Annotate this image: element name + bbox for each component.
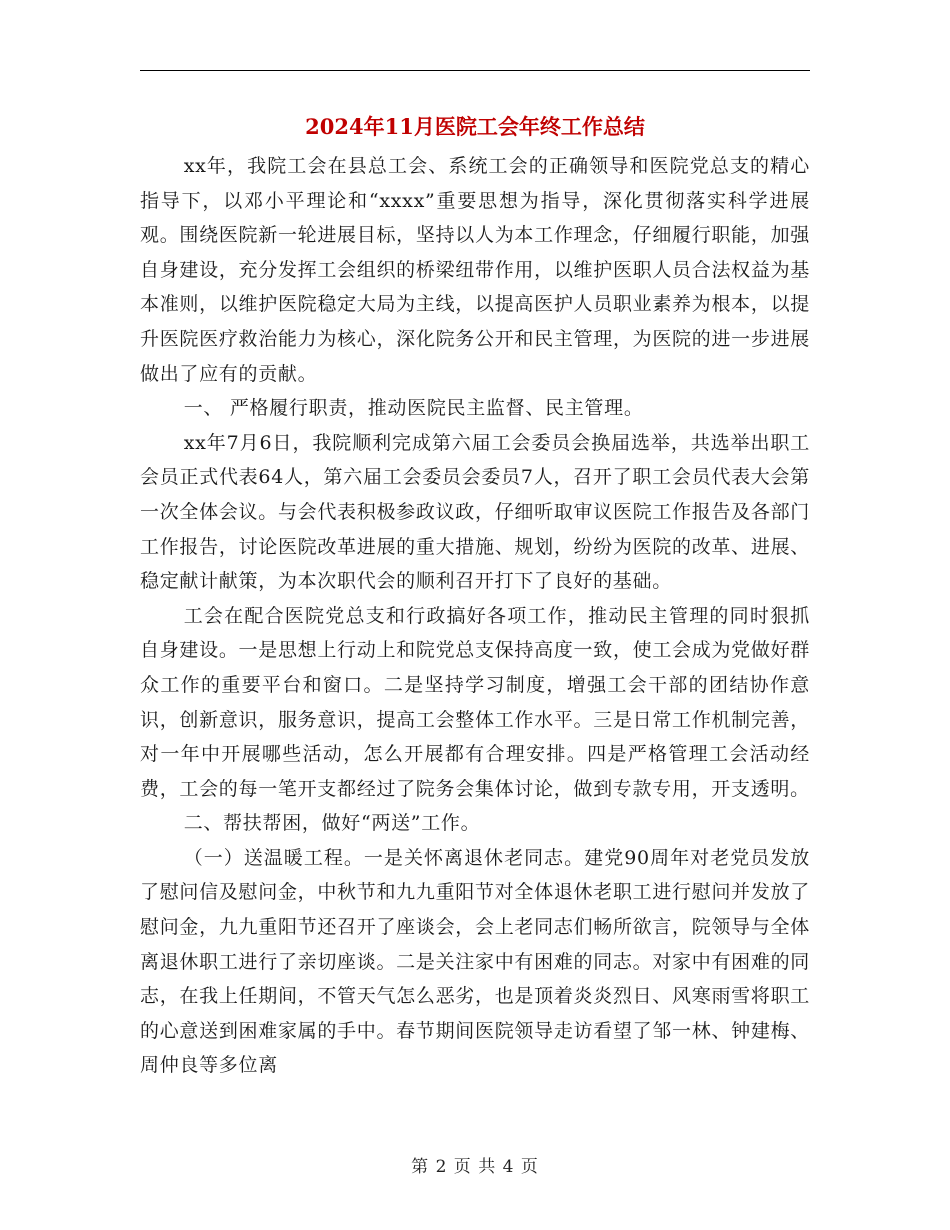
- page-footer: [0, 1152, 950, 1177]
- paragraph-election: xx年7月6日，我院顺利完成第六届工会委员会换届选举，共选举出职工会员正式代表64人，第六届工会委员会委员7人，召开了职工会员代表大会第一次全体会议。与会代表积极参政议政，仔细听取审议医院工作报告及各部门工作报告，讨论医院改革进展的重大措施、规划，纷纷为医院的改革、进展、稳定献计献策，为本次职代会的顺利召开打下了良好的基础。: [140, 431, 810, 593]
- document-body: [140, 149, 810, 1083]
- document-title: 2024年11月医院工会年终工作总结: [305, 114, 645, 139]
- paragraph-self-building: 工会在配合医院党总支和行政搞好各项工作，推动民主管理的同时狠抓自身建设。一是思想上行动上和院党总支保持高度一致，使工会成为党做好群众工作的重要平台和窗口。二是坚持学习制度，增强工会干部的团结协作意识，创新意识，服务意识，提高工会整体工作水平。三是日常工作机制完善，对一年中开展哪些活动，怎么开展都有合理安排。四是严格管理工会活动经费，工会的每一笔开支都经过了院务会集体讨论，做到专款专用，开支透明。: [140, 604, 810, 800]
- section-heading-2: 二、帮扶帮困，做好“两送”工作。: [183, 812, 481, 835]
- paragraph-intro: xx年，我院工会在县总工会、系统工会的正确领导和医院党总支的精心指导下，以邓小平理论和“xxxx”重要思想为指导，深化贯彻落实科学进展观。围绕医院新一轮进展目标，坚持以人为本工作理念，仔细履行职能，加强自身建设，充分发挥工会组织的桥梁纽带作用，以维护医职人员合法权益为基本准则，以维护医院稳定大局为主线，以提高医护人员职业素养为根本，以提升医院医疗救治能力为核心，深化院务公开和民主管理，为医院的进一步进展做出了应有的贡献。: [140, 155, 810, 385]
- page-number-label: 第 2 页 共 4 页: [411, 1157, 539, 1177]
- section-heading-1: 一、 严格履行职责，推动医院民主监督、民主管理。: [183, 397, 644, 420]
- paragraph-warmth-project: （一）送温暖工程。一是关怀离退休老同志。建党90周年对老党员发放了慰问信及慰问金，中秋节和九九重阳节对全体退休老职工进行慰问并发放了慰问金，九九重阳节还召开了座谈会，会上老同志们畅所欲言，院领导与全体离退休职工进行了亲切座谈。二是关注家中有困难的同志。对家中有困难的同志，在我上任期间，不管天气怎么恶劣，也是顶着炎炎烈日、风寒雨雪将职工的心意送到困难家属的手中。春节期间医院领导走访看望了邹一林、钟建梅、周仲良等多位离: [140, 846, 810, 1077]
- header-rule: [140, 70, 810, 71]
